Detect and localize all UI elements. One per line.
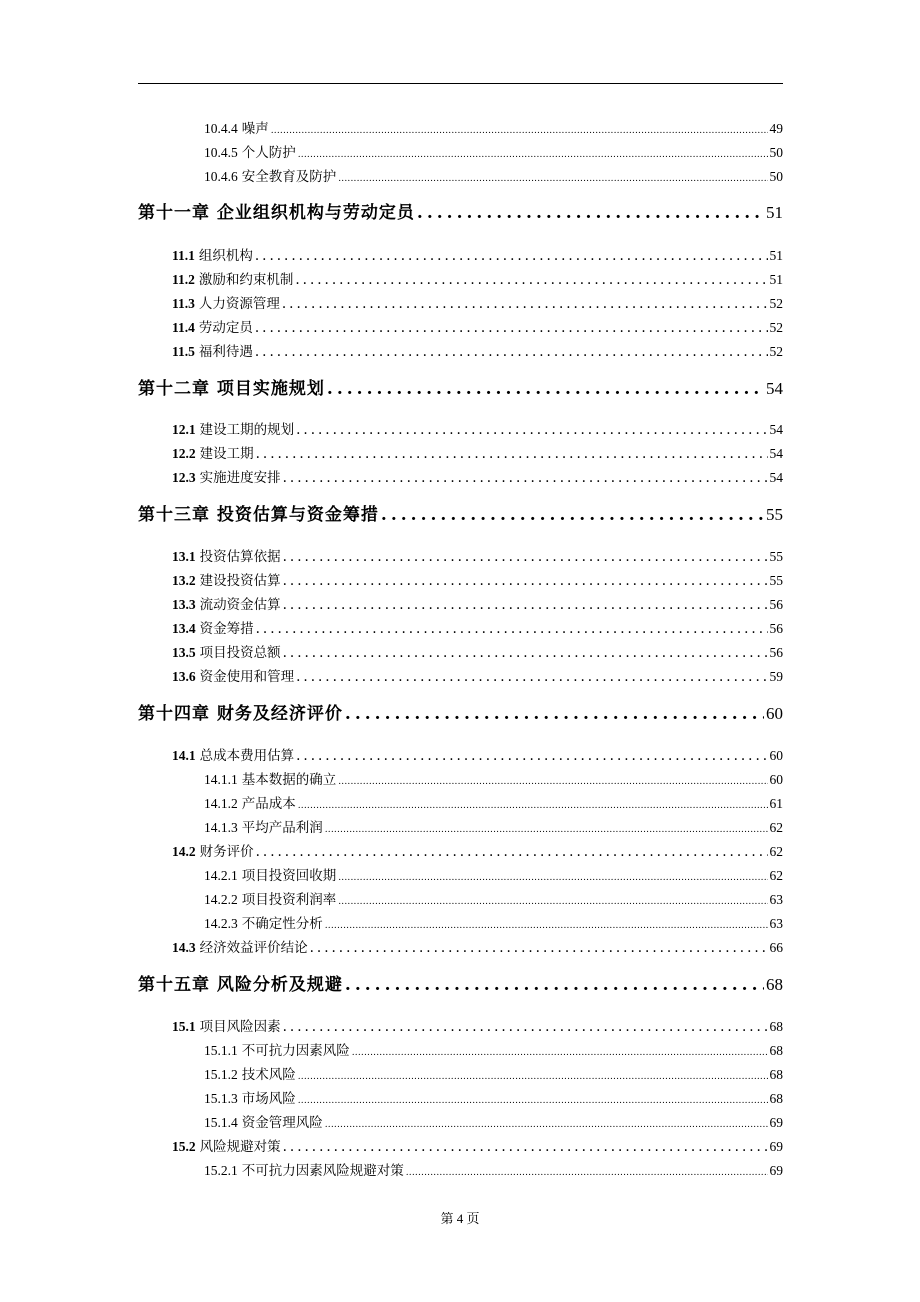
dot-leader [338, 873, 767, 883]
toc-entry-number: 11.2 [172, 272, 195, 287]
toc-entry-title [172, 840, 254, 860]
toc-page-number: 68 [769, 1091, 783, 1106]
toc-page-number: 62 [769, 820, 783, 835]
toc-entry-title [138, 198, 415, 223]
toc-entry-text: 资金管理风险 [241, 1115, 323, 1131]
toc-entry-title [204, 1159, 404, 1179]
toc-page-number: 51 [769, 272, 783, 287]
toc-entry-number: 12.2 [172, 446, 196, 461]
toc-section-entry[interactable] [172, 442, 783, 462]
toc-page-number: 54 [769, 422, 783, 437]
toc-entry-title [204, 141, 296, 161]
dot-leader [325, 825, 768, 835]
dot-leader [283, 1139, 768, 1155]
toc-entry-number: 13.4 [172, 621, 196, 636]
toc-entry-number: 14.2 [172, 844, 196, 859]
toc-page-number: 51 [769, 248, 783, 263]
toc-page-number: 56 [769, 645, 783, 660]
toc-entry-text: 劳动定员 [198, 320, 253, 336]
toc-page-number: 54 [769, 470, 783, 485]
toc-section-entry[interactable] [172, 418, 783, 438]
toc-section-entry[interactable] [172, 617, 783, 637]
toc-subsection-entry[interactable] [204, 816, 783, 836]
dot-leader [327, 379, 764, 399]
dot-leader [256, 446, 768, 462]
toc-entry-number: 11.1 [172, 248, 195, 263]
toc-entry-number: 14.2.2 [204, 892, 238, 907]
toc-subsection-entry[interactable] [204, 864, 783, 884]
toc-entry-title [204, 1087, 296, 1107]
dot-leader [338, 174, 767, 184]
toc-entry-title [138, 374, 325, 399]
header-rule [138, 83, 783, 84]
dot-leader [255, 248, 768, 264]
dot-leader [295, 272, 767, 288]
toc-subsection-entry[interactable] [204, 768, 783, 788]
dot-leader [338, 897, 767, 907]
toc-page-number: 60 [766, 704, 783, 723]
toc-entry-title [138, 699, 343, 724]
toc-page-number: 52 [769, 296, 783, 311]
toc-entry-number: 15.1 [172, 1019, 196, 1034]
dot-leader [345, 975, 764, 995]
dot-leader [298, 150, 768, 160]
toc-entry-text: 项目风险因素 [199, 1019, 281, 1035]
toc-subsection-entry[interactable] [204, 1063, 783, 1083]
toc-entry-number: 15.1.1 [204, 1043, 238, 1058]
toc-entry-number: 14.1.3 [204, 820, 238, 835]
toc-chapter-entry[interactable] [138, 198, 783, 223]
toc-subsection-entry[interactable] [204, 1111, 783, 1131]
toc-chapter-entry[interactable] [138, 970, 783, 995]
toc-entry-title [138, 500, 379, 525]
toc-subsection-entry[interactable] [204, 1159, 783, 1179]
dot-leader [283, 549, 768, 565]
toc-section-entry[interactable] [172, 744, 783, 764]
toc-entry-text: 建设投资估算 [199, 573, 281, 589]
toc-section-entry[interactable] [172, 569, 783, 589]
toc-entry-text: 噪声 [241, 121, 269, 137]
toc-entry-number: 15.2.1 [204, 1163, 238, 1178]
toc-entry-text: 个人防护 [241, 145, 296, 161]
toc-entry-title [204, 792, 296, 812]
toc-page-number: 50 [769, 169, 783, 184]
toc-page-number: 60 [769, 748, 783, 763]
dot-leader [325, 1120, 768, 1130]
toc-page-number: 63 [769, 916, 783, 931]
toc-entry-number: 12.3 [172, 470, 196, 485]
dot-leader [417, 203, 764, 223]
toc-entry-title [172, 442, 254, 462]
toc-entry-number: 13.3 [172, 597, 196, 612]
toc-entry-title [172, 1135, 281, 1155]
toc-subsection-entry[interactable] [204, 141, 783, 161]
toc-subsection-entry[interactable] [204, 117, 783, 137]
toc-entry-text: 项目投资总额 [199, 645, 281, 661]
dot-leader [256, 621, 768, 637]
toc-page-number: 54 [766, 379, 783, 398]
toc-entry-number: 14.1 [172, 748, 196, 763]
toc-page-number: 51 [766, 203, 783, 222]
toc-entry-title [172, 545, 281, 565]
toc-section-entry[interactable] [172, 936, 783, 956]
dot-leader [352, 1048, 768, 1058]
toc-subsection-entry[interactable] [204, 165, 783, 185]
toc-entry-number: 10.4.5 [204, 145, 238, 160]
toc-page-number: 52 [769, 344, 783, 359]
toc-page-number: 55 [769, 573, 783, 588]
toc-entry-number: 14.3 [172, 940, 196, 955]
toc-page-number: 61 [769, 796, 783, 811]
toc-section-entry[interactable] [172, 1135, 783, 1155]
toc-entry-title [138, 970, 343, 995]
toc-entry-title [172, 244, 253, 264]
toc-entry-number: 13.6 [172, 669, 196, 684]
dot-leader [406, 1168, 768, 1178]
toc-section-entry[interactable] [172, 466, 783, 486]
toc-entry-title [172, 316, 253, 336]
toc-entry-title [204, 1039, 350, 1059]
toc-entry-text: 福利待遇 [198, 344, 253, 360]
toc-entry-number: 12.1 [172, 422, 196, 437]
toc-page-number: 55 [766, 505, 783, 524]
toc-entry-number: 11.4 [172, 320, 195, 335]
toc-page-number: 49 [769, 121, 783, 136]
toc-section-entry[interactable] [172, 641, 783, 661]
toc-entry-number: 14.2.3 [204, 916, 238, 931]
toc-entry-number: 13.5 [172, 645, 196, 660]
toc-entry-title [172, 936, 308, 956]
toc-section-entry[interactable] [172, 1015, 783, 1035]
toc-chapter-entry[interactable] [138, 374, 783, 399]
toc-entry-title [172, 569, 281, 589]
toc-page-number: 54 [769, 446, 783, 461]
toc-section-entry[interactable] [172, 268, 783, 288]
toc-entry-title [172, 617, 254, 637]
toc-entry-title [204, 864, 336, 884]
toc-entry-title [172, 1015, 281, 1035]
dot-leader [310, 940, 768, 956]
toc-entry-number: 15.1.4 [204, 1115, 238, 1130]
toc-entry-text: 流动资金估算 [199, 597, 281, 613]
dot-leader [298, 1096, 768, 1106]
toc-chapter-entry[interactable] [138, 500, 783, 525]
toc-subsection-entry[interactable] [204, 1087, 783, 1107]
dot-leader [256, 844, 768, 860]
dot-leader [283, 470, 768, 486]
toc-section-entry[interactable] [172, 244, 783, 264]
dot-leader [283, 645, 768, 661]
toc-entry-title [204, 816, 323, 836]
toc-subsection-entry[interactable] [204, 792, 783, 812]
toc-page-number: 62 [769, 868, 783, 883]
toc-page-number: 62 [769, 844, 783, 859]
dot-leader [296, 422, 767, 438]
toc-page-number: 68 [769, 1043, 783, 1058]
toc-page-number: 63 [769, 892, 783, 907]
toc-entry-number: 13.2 [172, 573, 196, 588]
dot-leader [283, 1019, 768, 1035]
toc-entry-text: 建设工期的规划 [199, 422, 295, 438]
toc-entry-title [204, 768, 336, 788]
dot-leader [271, 126, 768, 136]
toc-entry-text: 资金筹措 [199, 621, 254, 637]
dot-leader [283, 597, 768, 613]
toc-entry-number: 10.4.4 [204, 121, 238, 136]
toc-entry-title [172, 292, 280, 312]
toc-page-number: 68 [769, 1067, 783, 1082]
toc-entry-text: 不确定性分析 [241, 916, 323, 932]
dot-leader [298, 801, 768, 811]
toc-subsection-entry[interactable] [204, 888, 783, 908]
toc-page-number: 69 [769, 1115, 783, 1130]
toc-entry-title [172, 744, 294, 764]
toc-section-entry[interactable] [172, 292, 783, 312]
toc-entry-title [172, 665, 294, 685]
toc-page-number: 52 [769, 320, 783, 335]
toc-entry-title [204, 165, 336, 185]
toc-page-number: 66 [769, 940, 783, 955]
toc-entry-text: 激励和约束机制 [198, 272, 294, 288]
dot-leader [298, 1072, 768, 1082]
toc-entry-text: 建设工期 [199, 446, 254, 462]
toc-page-number: 56 [769, 621, 783, 636]
toc-entry-title [172, 418, 294, 438]
toc-entry-number: 11.3 [172, 296, 195, 311]
toc-entry-number: 10.4.6 [204, 169, 238, 184]
toc-section-entry[interactable] [172, 593, 783, 613]
toc-section-entry[interactable] [172, 340, 783, 360]
dot-leader [283, 573, 768, 589]
toc-entry-text: 经济效益评价结论 [199, 940, 308, 956]
toc-entry-text: 第十一章 企业组织机构与劳动定员 [138, 203, 415, 223]
toc-page-number: 60 [769, 772, 783, 787]
dot-leader [255, 320, 768, 336]
toc-entry-number: 14.1.2 [204, 796, 238, 811]
toc-page-number: 69 [769, 1163, 783, 1178]
toc-page-number: 50 [769, 145, 783, 160]
toc-entry-title [172, 466, 281, 486]
toc-entry-text: 平均产品利润 [241, 820, 323, 836]
toc-section-entry[interactable] [172, 665, 783, 685]
toc-entry-text: 实施进度安排 [199, 470, 281, 486]
toc-entry-number: 13.1 [172, 549, 196, 564]
toc-page-number: 59 [769, 669, 783, 684]
dot-leader [296, 748, 767, 764]
toc-entry-text: 不可抗力因素风险规避对策 [241, 1163, 404, 1179]
toc-page-number: 56 [769, 597, 783, 612]
toc-entry-text: 安全教育及防护 [241, 169, 337, 185]
toc-section-entry[interactable] [172, 316, 783, 336]
toc-page-number: 55 [769, 549, 783, 564]
page-footer: 第 4 页 [440, 1211, 480, 1226]
dot-leader [282, 296, 768, 312]
toc-entry-text: 组织机构 [198, 248, 253, 264]
toc-entry-text: 基本数据的确立 [241, 772, 337, 788]
dot-leader [255, 344, 768, 360]
toc-page-number: 68 [766, 975, 783, 994]
toc-entry-title [172, 641, 281, 661]
toc-subsection-entry[interactable] [204, 912, 783, 932]
toc-entry-text: 资金使用和管理 [199, 669, 295, 685]
toc-entry-title [204, 1063, 296, 1083]
toc-entry-number: 14.1.1 [204, 772, 238, 787]
toc-entry-text: 投资估算依据 [199, 549, 281, 565]
toc-entry-text: 总成本费用估算 [199, 748, 295, 764]
toc-section-entry[interactable] [172, 545, 783, 565]
toc-entry-text: 第十三章 投资估算与资金筹措 [138, 505, 379, 525]
toc-subsection-entry[interactable] [204, 1039, 783, 1059]
toc-entry-text: 市场风险 [241, 1091, 296, 1107]
toc-entry-text: 第十二章 项目实施规划 [138, 379, 325, 399]
toc-entry-text: 项目投资回收期 [241, 868, 337, 884]
toc-chapter-entry[interactable] [138, 699, 783, 724]
dot-leader [345, 704, 764, 724]
toc-entry-title [172, 593, 281, 613]
dot-leader [296, 669, 767, 685]
toc-entry-number: 15.1.2 [204, 1067, 238, 1082]
toc-entry-title [204, 912, 323, 932]
toc-entry-text: 技术风险 [241, 1067, 296, 1083]
toc-entry-title [172, 268, 293, 288]
toc-entry-number: 11.5 [172, 344, 195, 359]
dot-leader [338, 777, 767, 787]
toc-entry-text: 财务评价 [199, 844, 254, 860]
toc-entry-number: 15.2 [172, 1139, 196, 1154]
toc-entry-number: 15.1.3 [204, 1091, 238, 1106]
toc-entry-text: 风险规避对策 [199, 1139, 281, 1155]
toc-entry-title [204, 888, 336, 908]
toc-section-entry[interactable] [172, 840, 783, 860]
toc-entry-text: 第十五章 风险分析及规避 [138, 975, 343, 995]
toc-entry-text: 人力资源管理 [198, 296, 280, 312]
toc-page-number: 69 [769, 1139, 783, 1154]
toc-page-number: 68 [769, 1019, 783, 1034]
toc-entry-title [204, 1111, 323, 1131]
toc-entry-text: 不可抗力因素风险 [241, 1043, 350, 1059]
toc-entry-number: 14.2.1 [204, 868, 238, 883]
toc-entry-text: 第十四章 财务及经济评价 [138, 704, 343, 724]
toc-entry-title [172, 340, 253, 360]
dot-leader [381, 505, 764, 525]
dot-leader [325, 921, 768, 931]
toc-entry-text: 项目投资利润率 [241, 892, 337, 908]
toc-entry-text: 产品成本 [241, 796, 296, 812]
toc-entry-title [204, 117, 269, 137]
